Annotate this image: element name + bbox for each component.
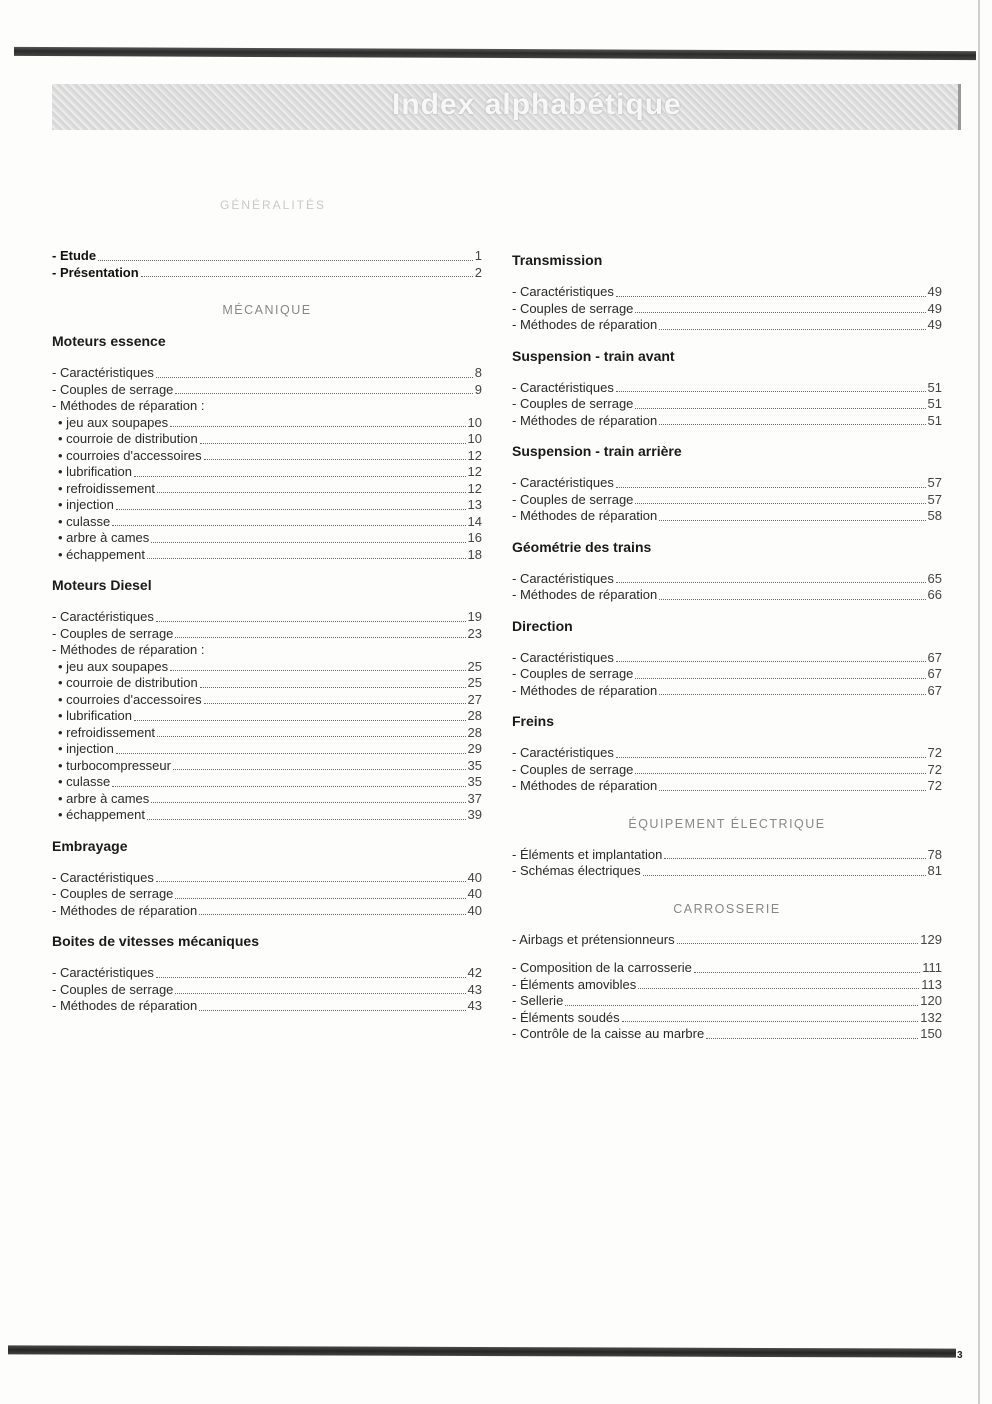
index-entry: - Contrôle de la caisse au marbre 150	[512, 1026, 942, 1041]
index-entry: - Méthodes de réparation 51	[512, 412, 942, 428]
list-electrique	[512, 847, 942, 880]
index-entry: - Couples de serrage 57	[512, 491, 942, 507]
index-entry: • refroidissement 12	[58, 480, 482, 496]
index-entry: - Composition de la carrosserie 111	[512, 960, 942, 975]
list-suspension-avant	[512, 380, 942, 430]
index-entry: - Caractéristiques 57	[512, 475, 942, 490]
title-banner	[52, 84, 961, 130]
list-moteurs-diesel	[52, 609, 482, 824]
heading-suspension-arriere: Suspension - train arrière	[512, 443, 682, 459]
bottom-rule	[8, 1345, 956, 1357]
list-moteurs-essence	[52, 365, 482, 563]
index-entry: - Méthodes de réparation 49	[512, 317, 942, 332]
list-embrayage	[52, 870, 482, 920]
heading-direction: Direction	[512, 617, 573, 634]
index-entry: - Méthodes de réparation 43	[52, 998, 482, 1013]
index-entry: - Couples de serrage 43	[52, 981, 482, 997]
index-entry: - Méthodes de réparation :	[52, 642, 205, 657]
list-carrosserie	[512, 960, 942, 1043]
index-entry: - Éléments soudés 132	[512, 1009, 942, 1025]
index-entry: • courroie de distribution 25	[58, 675, 482, 690]
index-entry: • injection 29	[58, 741, 482, 756]
index-entry: - Méthodes de réparation 40	[52, 902, 482, 918]
index-entry: - Méthodes de réparation 67	[512, 682, 942, 698]
index-entry: - Présentation 2	[52, 264, 482, 280]
list-geometrie	[512, 571, 942, 604]
index-entry: - Airbags et prétensionneurs 129	[512, 931, 942, 947]
section-title-carrosserie: CARROSSERIE	[673, 901, 781, 916]
index-entry: - Schémas électriques 81	[512, 863, 942, 878]
heading-geometrie: Géométrie des trains	[512, 538, 652, 555]
index-entry: - Méthodes de réparation 72	[512, 778, 942, 793]
heading-transmission: Transmission	[512, 252, 603, 268]
heading-embrayage: Embrayage	[52, 837, 128, 854]
index-entry: • lubrification 28	[58, 708, 482, 723]
section-title-electrique: ÉQUIPEMENT ÉLECTRIQUE	[628, 816, 826, 831]
index-entry: • jeu aux soupapes 10	[58, 414, 482, 430]
index-entry: - Couples de serrage 67	[512, 666, 942, 681]
index-entry: - Éléments amovibles 113	[512, 976, 942, 992]
heading-suspension-avant: Suspension - train avant	[512, 347, 675, 364]
index-entry: • échappement 18	[58, 546, 482, 562]
index-entry: - Couples de serrage 9	[52, 381, 482, 397]
index-entry: - Caractéristiques 19	[52, 609, 482, 624]
right-column	[512, 248, 942, 1043]
index-entry: - Éléments et implantation 78	[512, 846, 942, 862]
left-column	[52, 248, 482, 1015]
heading-boites: Boites de vitesses mécaniques	[52, 933, 259, 949]
index-entry: • courroies d'accessoires 27	[58, 691, 482, 707]
index-entry: - Couples de serrage 72	[512, 761, 942, 777]
index-entry: - Caractéristiques 40	[52, 869, 482, 885]
index-entry: • courroie de distribution 10	[58, 431, 482, 446]
index-entry: - Caractéristiques 8	[52, 365, 482, 380]
index-entry: - Etude 1	[52, 248, 482, 263]
heading-freins: Freins	[512, 713, 555, 729]
top-rule	[14, 47, 976, 60]
index-entry: • turbocompresseur 35	[58, 757, 482, 773]
index-entry: • arbre à cames 37	[58, 790, 482, 806]
section-title-mecanique: MÉCANIQUE	[222, 303, 312, 317]
index-entry: • culasse 35	[58, 774, 482, 789]
index-entry: - Caractéristiques 67	[512, 649, 942, 665]
list-airbags	[512, 932, 942, 949]
index-entry: - Couples de serrage 49	[512, 300, 942, 316]
index-entry: • culasse 14	[58, 513, 482, 529]
heading-moteurs-essence: Moteurs essence	[52, 333, 166, 349]
index-entry: - Méthodes de réparation 66	[512, 587, 942, 602]
index-entry: - Caractéristiques 42	[52, 965, 482, 980]
index-entry: - Sellerie 120	[512, 993, 942, 1008]
list-transmission	[512, 284, 942, 334]
index-entry: - Couples de serrage 40	[52, 886, 482, 901]
intro-list	[52, 248, 482, 281]
index-entry: - Caractéristiques 51	[512, 379, 942, 395]
list-freins	[512, 745, 942, 795]
page-number: 3	[957, 1350, 963, 1361]
index-entry: - Caractéristiques 65	[512, 570, 942, 586]
index-entry: - Méthodes de réparation :	[52, 398, 205, 413]
index-entry: - Couples de serrage 23	[52, 625, 482, 641]
list-direction	[512, 650, 942, 700]
index-entry: • lubrification 12	[58, 464, 482, 479]
index-entry: • refroidissement 28	[58, 724, 482, 740]
index-entry: • courroies d'accessoires 12	[58, 447, 482, 463]
page-edge	[978, 0, 980, 1404]
faded-heading: GÉNÉRALITÉS	[220, 198, 327, 212]
page-title: Index alphabétique	[392, 88, 682, 121]
index-entry: • arbre à cames 16	[58, 530, 482, 545]
index-entry: • injection 13	[58, 497, 482, 512]
heading-moteurs-diesel: Moteurs Diesel	[52, 577, 152, 593]
list-boites	[52, 965, 482, 1015]
index-entry: - Caractéristiques 72	[512, 745, 942, 760]
index-entry: - Couples de serrage 51	[512, 396, 942, 411]
index-entry: - Méthodes de réparation 58	[512, 508, 942, 523]
index-entry: • échappement 39	[58, 807, 482, 822]
index-entry: • jeu aux soupapes 25	[58, 658, 482, 674]
list-suspension-arriere	[512, 475, 942, 525]
index-entry: - Caractéristiques 49	[512, 284, 942, 299]
